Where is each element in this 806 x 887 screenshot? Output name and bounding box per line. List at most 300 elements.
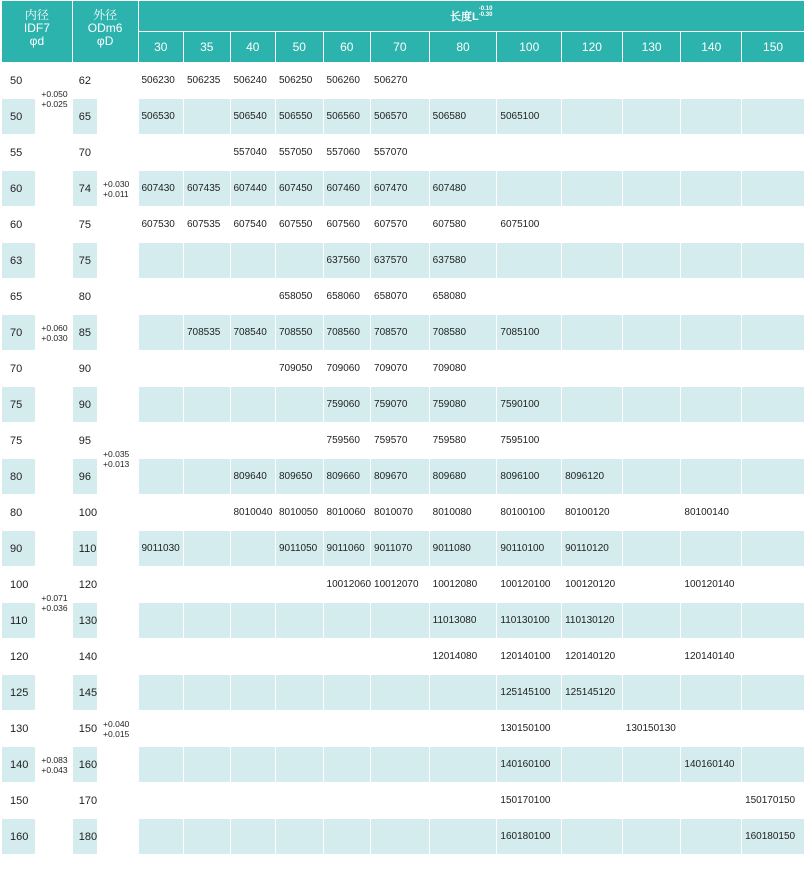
part-number-cell: 506550 <box>276 99 324 135</box>
part-number-cell <box>184 387 231 423</box>
part-number-cell: 90110100 <box>497 531 562 567</box>
part-number-cell <box>138 315 184 351</box>
part-number-cell: 637580 <box>429 243 497 279</box>
part-number-cell: 607560 <box>323 207 371 243</box>
part-number-cell: 607450 <box>276 171 324 207</box>
part-number-cell <box>562 135 623 171</box>
part-number-cell <box>184 135 231 171</box>
length-column-header: 35 <box>184 32 231 63</box>
length-column-header: 120 <box>562 32 623 63</box>
part-number-cell: 557060 <box>323 135 371 171</box>
part-number-cell <box>742 351 805 387</box>
part-number-cell: 8010070 <box>371 495 430 531</box>
part-number-cell <box>562 63 623 99</box>
part-number-cell: 759060 <box>323 387 371 423</box>
part-number-cell: 110130120 <box>562 603 623 639</box>
id-tolerance <box>36 675 72 855</box>
part-number-cell: 9011050 <box>276 531 324 567</box>
part-number-cell <box>184 495 231 531</box>
inner-diameter-value: 125 <box>2 675 36 711</box>
length-label: 长度L <box>450 11 479 23</box>
part-number-cell: 7085100 <box>497 315 562 351</box>
outer-diameter-value: 62 <box>72 63 97 99</box>
part-number-cell <box>276 387 324 423</box>
part-number-cell <box>230 351 276 387</box>
part-number-cell <box>562 315 623 351</box>
part-number-cell <box>497 351 562 387</box>
part-number-cell <box>184 279 231 315</box>
part-number-cell: 506230 <box>138 63 184 99</box>
od-title: 外径 <box>93 8 118 22</box>
part-number-cell <box>276 639 324 675</box>
part-number-cell: 506235 <box>184 63 231 99</box>
part-number-cell <box>230 279 276 315</box>
part-number-cell <box>681 675 742 711</box>
part-number-cell: 759580 <box>429 423 497 459</box>
part-number-cell: 506270 <box>371 63 430 99</box>
part-number-cell: 5065100 <box>497 99 562 135</box>
part-number-cell <box>138 495 184 531</box>
part-number-cell <box>138 135 184 171</box>
part-number-cell <box>371 711 430 747</box>
part-number-cell <box>622 423 681 459</box>
part-number-cell <box>742 747 805 783</box>
part-number-cell <box>184 423 231 459</box>
part-number-cell: 120140120 <box>562 639 623 675</box>
part-number-cell <box>742 459 805 495</box>
part-number-cell: 150170150 <box>742 783 805 819</box>
part-number-cell: 9011030 <box>138 531 184 567</box>
part-number-cell: 607530 <box>138 207 184 243</box>
length-column-header: 100 <box>497 32 562 63</box>
part-number-cell: 709070 <box>371 351 430 387</box>
part-number-cell <box>742 243 805 279</box>
part-number-cell <box>184 603 231 639</box>
part-number-cell: 8010040 <box>230 495 276 531</box>
part-number-cell <box>562 783 623 819</box>
part-number-cell <box>276 675 324 711</box>
part-number-cell: 6075100 <box>497 207 562 243</box>
part-number-cell <box>622 279 681 315</box>
outer-diameter-value: 145 <box>72 675 97 711</box>
inner-diameter-value: 110 <box>2 603 36 639</box>
inner-diameter-value: 50 <box>2 99 36 135</box>
inner-diameter-value: 80 <box>2 495 36 531</box>
part-number-cell: 80100100 <box>497 495 562 531</box>
length-column-header: 80 <box>429 32 497 63</box>
part-number-cell: 809650 <box>276 459 324 495</box>
part-number-cell <box>230 711 276 747</box>
part-number-cell: 90110120 <box>562 531 623 567</box>
part-number-cell: 759570 <box>371 423 430 459</box>
part-number-cell <box>497 279 562 315</box>
part-number-cell: 130150130 <box>622 711 681 747</box>
part-number-cell: 708550 <box>276 315 324 351</box>
part-number-cell: 150170100 <box>497 783 562 819</box>
part-number-cell <box>562 99 623 135</box>
outer-diameter-value: 160 <box>72 747 97 783</box>
length-column-header: 30 <box>138 32 184 63</box>
part-number-cell: 709050 <box>276 351 324 387</box>
part-number-cell <box>622 243 681 279</box>
part-number-cell <box>138 567 184 603</box>
length-column-header: 130 <box>622 32 681 63</box>
part-number-cell <box>562 747 623 783</box>
inner-diameter-value: 60 <box>2 171 36 207</box>
part-number-cell: 8010080 <box>429 495 497 531</box>
od-tolerance-lower: +0.013 <box>103 458 130 469</box>
part-number-cell <box>184 819 231 855</box>
part-number-cell <box>429 135 497 171</box>
part-number-cell: 7595100 <box>497 423 562 459</box>
id-tolerance-lower: +0.036 <box>41 602 68 613</box>
part-number-cell: 809680 <box>429 459 497 495</box>
part-number-cell <box>742 279 805 315</box>
part-number-cell: 708580 <box>429 315 497 351</box>
id-tolerance <box>36 135 72 531</box>
inner-diameter-value: 75 <box>2 423 36 459</box>
part-number-cell <box>230 747 276 783</box>
part-number-cell <box>742 423 805 459</box>
part-number-cell: 11013080 <box>429 603 497 639</box>
part-number-cell: 557070 <box>371 135 430 171</box>
part-number-cell <box>622 63 681 99</box>
part-number-cell <box>681 711 742 747</box>
part-number-cell <box>742 207 805 243</box>
part-number-cell: 130150100 <box>497 711 562 747</box>
part-number-cell <box>371 603 430 639</box>
part-number-cell: 120140100 <box>497 639 562 675</box>
part-number-cell <box>622 567 681 603</box>
part-number-cell <box>562 243 623 279</box>
part-number-cell <box>681 351 742 387</box>
part-number-cell: 708570 <box>371 315 430 351</box>
outer-diameter-value: 74 <box>72 171 97 207</box>
id-tolerance-lower: +0.043 <box>41 764 68 775</box>
outer-diameter-value: 130 <box>72 603 97 639</box>
part-number-cell <box>622 99 681 135</box>
part-number-cell <box>742 639 805 675</box>
table-row <box>2 63 805 99</box>
part-number-cell <box>681 171 742 207</box>
part-number-cell <box>497 63 562 99</box>
part-number-cell <box>138 675 184 711</box>
part-number-cell <box>371 819 430 855</box>
part-number-cell: 658070 <box>371 279 430 315</box>
inner-diameter-value: 120 <box>2 639 36 675</box>
part-number-cell <box>230 567 276 603</box>
part-number-cell <box>622 351 681 387</box>
part-number-cell: 506240 <box>230 63 276 99</box>
part-number-cell <box>742 63 805 99</box>
id-tolerance-upper: +0.050 <box>41 88 68 99</box>
part-number-cell <box>230 675 276 711</box>
part-number-cell <box>138 459 184 495</box>
part-number-cell <box>138 387 184 423</box>
outer-diameter-value: 110 <box>72 531 97 567</box>
part-number-cell: 708560 <box>323 315 371 351</box>
id-tolerance-lower: +0.030 <box>41 332 68 343</box>
inner-diameter-header <box>2 1 73 63</box>
part-number-cell <box>429 783 497 819</box>
part-number-cell: 100120140 <box>681 567 742 603</box>
table-row <box>2 315 805 351</box>
part-number-cell: 140160140 <box>681 747 742 783</box>
part-number-cell <box>276 567 324 603</box>
part-number-cell <box>371 783 430 819</box>
part-number-cell <box>138 747 184 783</box>
part-number-cell <box>138 423 184 459</box>
part-number-cell <box>742 315 805 351</box>
part-number-cell <box>184 783 231 819</box>
part-number-cell: 8096120 <box>562 459 623 495</box>
part-number-cell: 557050 <box>276 135 324 171</box>
part-number-cell <box>622 783 681 819</box>
part-number-cell <box>276 747 324 783</box>
part-number-cell <box>742 531 805 567</box>
part-number-cell: 607440 <box>230 171 276 207</box>
outer-diameter-value: 95 <box>72 423 97 459</box>
length-column-header: 70 <box>371 32 430 63</box>
table-row <box>2 603 805 639</box>
inner-diameter-value: 55 <box>2 135 36 171</box>
outer-diameter-value: 75 <box>72 207 97 243</box>
part-number-cell: 809660 <box>323 459 371 495</box>
outer-diameter-value: 65 <box>72 99 97 135</box>
inner-diameter-value: 65 <box>2 279 36 315</box>
outer-diameter-value: 75 <box>72 243 97 279</box>
inner-diameter-value: 150 <box>2 783 36 819</box>
part-number-cell: 110130100 <box>497 603 562 639</box>
part-number-cell <box>681 387 742 423</box>
part-number-cell <box>681 531 742 567</box>
part-number-cell <box>742 171 805 207</box>
part-number-cell <box>184 567 231 603</box>
inner-diameter-value: 50 <box>2 63 36 99</box>
part-number-cell <box>184 243 231 279</box>
part-number-cell: 125145120 <box>562 675 623 711</box>
part-number-cell <box>681 99 742 135</box>
part-number-cell <box>138 819 184 855</box>
part-number-cell <box>230 243 276 279</box>
part-number-cell: 809640 <box>230 459 276 495</box>
part-number-cell: 708540 <box>230 315 276 351</box>
part-number-cell: 607540 <box>230 207 276 243</box>
part-number-cell: 160180100 <box>497 819 562 855</box>
part-number-cell <box>742 387 805 423</box>
part-number-cell: 658050 <box>276 279 324 315</box>
part-number-cell: 637560 <box>323 243 371 279</box>
part-number-cell: 607460 <box>323 171 371 207</box>
part-number-cell <box>681 603 742 639</box>
outer-diameter-value: 150 <box>72 711 97 747</box>
part-number-cell <box>429 819 497 855</box>
part-number-cell <box>742 135 805 171</box>
part-number-cell: 506530 <box>138 99 184 135</box>
part-number-cell: 80100120 <box>562 495 623 531</box>
part-number-cell <box>681 279 742 315</box>
part-number-cell <box>230 531 276 567</box>
part-number-cell: 759070 <box>371 387 430 423</box>
part-number-cell <box>276 819 324 855</box>
part-number-cell <box>184 675 231 711</box>
part-number-cell <box>323 747 371 783</box>
part-number-cell: 708535 <box>184 315 231 351</box>
part-number-cell: 8010060 <box>323 495 371 531</box>
part-number-cell: 557040 <box>230 135 276 171</box>
length-header <box>138 1 805 32</box>
part-number-cell <box>323 639 371 675</box>
id-tolerance <box>36 531 72 675</box>
part-number-cell: 607430 <box>138 171 184 207</box>
part-number-cell <box>230 819 276 855</box>
id-tolerance-upper: +0.071 <box>41 592 68 603</box>
part-number-cell: 759560 <box>323 423 371 459</box>
part-number-cell <box>429 747 497 783</box>
part-number-cell <box>742 99 805 135</box>
part-number-cell: 658060 <box>323 279 371 315</box>
inner-diameter-value: 90 <box>2 531 36 567</box>
od-tolerance-upper: +0.040 <box>103 718 130 729</box>
id-symbol: φd <box>29 34 45 48</box>
part-number-cell <box>230 639 276 675</box>
part-number-cell <box>681 459 742 495</box>
part-number-cell <box>622 207 681 243</box>
length-tolerance: -0.10 -0.30 <box>478 6 493 18</box>
id-grade: IDF7 <box>23 21 50 35</box>
length-column-header: 60 <box>323 32 371 63</box>
outer-diameter-value: 100 <box>72 495 97 531</box>
part-number-cell <box>562 279 623 315</box>
part-number-cell: 607480 <box>429 171 497 207</box>
part-number-cell: 120140140 <box>681 639 742 675</box>
part-number-cell <box>497 171 562 207</box>
part-number-cell: 759080 <box>429 387 497 423</box>
part-number-cell <box>681 315 742 351</box>
part-number-cell <box>371 747 430 783</box>
length-column-header: 140 <box>681 32 742 63</box>
outer-diameter-value: 80 <box>72 279 97 315</box>
part-number-cell: 506570 <box>371 99 430 135</box>
part-number-cell <box>323 675 371 711</box>
part-number-cell: 8010050 <box>276 495 324 531</box>
part-number-cell: 10012070 <box>371 567 430 603</box>
part-number-cell <box>681 783 742 819</box>
part-number-cell <box>622 135 681 171</box>
part-number-cell <box>742 675 805 711</box>
od-tolerance-lower: +0.011 <box>103 188 129 199</box>
part-number-cell: 506540 <box>230 99 276 135</box>
inner-diameter-value: 70 <box>2 351 36 387</box>
part-number-cell <box>429 711 497 747</box>
part-number-cell <box>230 783 276 819</box>
od-tolerance-upper: +0.030 <box>103 178 130 189</box>
part-number-cell: 7590100 <box>497 387 562 423</box>
part-number-cell <box>562 351 623 387</box>
part-number-cell: 9011080 <box>429 531 497 567</box>
part-number-cell <box>230 603 276 639</box>
part-number-cell <box>276 711 324 747</box>
part-number-cell <box>562 711 623 747</box>
outer-diameter-value: 70 <box>72 135 97 171</box>
part-number-cell <box>184 351 231 387</box>
part-number-cell <box>742 603 805 639</box>
part-number-cell: 80100140 <box>681 495 742 531</box>
part-number-cell: 506260 <box>323 63 371 99</box>
od-grade: ODm6 <box>87 21 123 35</box>
part-number-cell <box>622 819 681 855</box>
id-tolerance <box>36 63 72 135</box>
length-column-header: 150 <box>742 32 805 63</box>
part-number-cell: 10012080 <box>429 567 497 603</box>
part-number-cell: 637570 <box>371 243 430 279</box>
part-number-cell: 10012060 <box>323 567 371 603</box>
part-number-cell <box>622 531 681 567</box>
part-number-cell <box>622 639 681 675</box>
part-number-cell <box>276 603 324 639</box>
part-number-cell <box>371 639 430 675</box>
od-tolerance-upper: +0.035 <box>103 448 130 459</box>
part-number-cell: 607550 <box>276 207 324 243</box>
part-number-cell <box>276 423 324 459</box>
inner-diameter-value: 160 <box>2 819 36 855</box>
part-number-cell: 100120100 <box>497 567 562 603</box>
part-number-cell <box>681 819 742 855</box>
inner-diameter-value: 80 <box>2 459 36 495</box>
part-number-cell <box>622 315 681 351</box>
outer-diameter-value: 140 <box>72 639 97 675</box>
part-number-cell: 709060 <box>323 351 371 387</box>
id-title: 内径 <box>24 8 49 22</box>
inner-diameter-value: 60 <box>2 207 36 243</box>
part-number-cell <box>138 243 184 279</box>
outer-diameter-value: 120 <box>72 567 97 603</box>
part-number-cell: 100120120 <box>562 567 623 603</box>
outer-diameter-header <box>72 1 138 63</box>
part-number-cell <box>138 279 184 315</box>
part-number-cell <box>622 675 681 711</box>
inner-diameter-value: 130 <box>2 711 36 747</box>
part-number-cell <box>681 243 742 279</box>
length-column-header: 40 <box>230 32 276 63</box>
part-number-cell <box>323 603 371 639</box>
part-number-cell <box>323 711 371 747</box>
part-number-cell: 506560 <box>323 99 371 135</box>
part-number-cell <box>184 747 231 783</box>
inner-diameter-value: 63 <box>2 243 36 279</box>
part-number-cell <box>622 747 681 783</box>
part-number-cell <box>230 387 276 423</box>
part-number-cell <box>742 711 805 747</box>
od-tolerance <box>98 315 138 603</box>
part-number-cell <box>742 495 805 531</box>
part-number-cell <box>622 387 681 423</box>
part-number-cell <box>681 63 742 99</box>
id-tolerance-upper: +0.060 <box>41 322 68 333</box>
part-number-cell <box>562 387 623 423</box>
part-number-cell: 607435 <box>184 171 231 207</box>
part-number-cell <box>184 459 231 495</box>
spec-table-body <box>2 63 805 855</box>
part-number-cell <box>742 567 805 603</box>
spec-table <box>1 0 805 855</box>
part-number-cell <box>429 63 497 99</box>
part-number-cell <box>184 639 231 675</box>
od-tolerance <box>98 63 138 315</box>
outer-diameter-value: 85 <box>72 315 97 351</box>
part-number-cell <box>681 135 742 171</box>
part-number-cell <box>562 171 623 207</box>
